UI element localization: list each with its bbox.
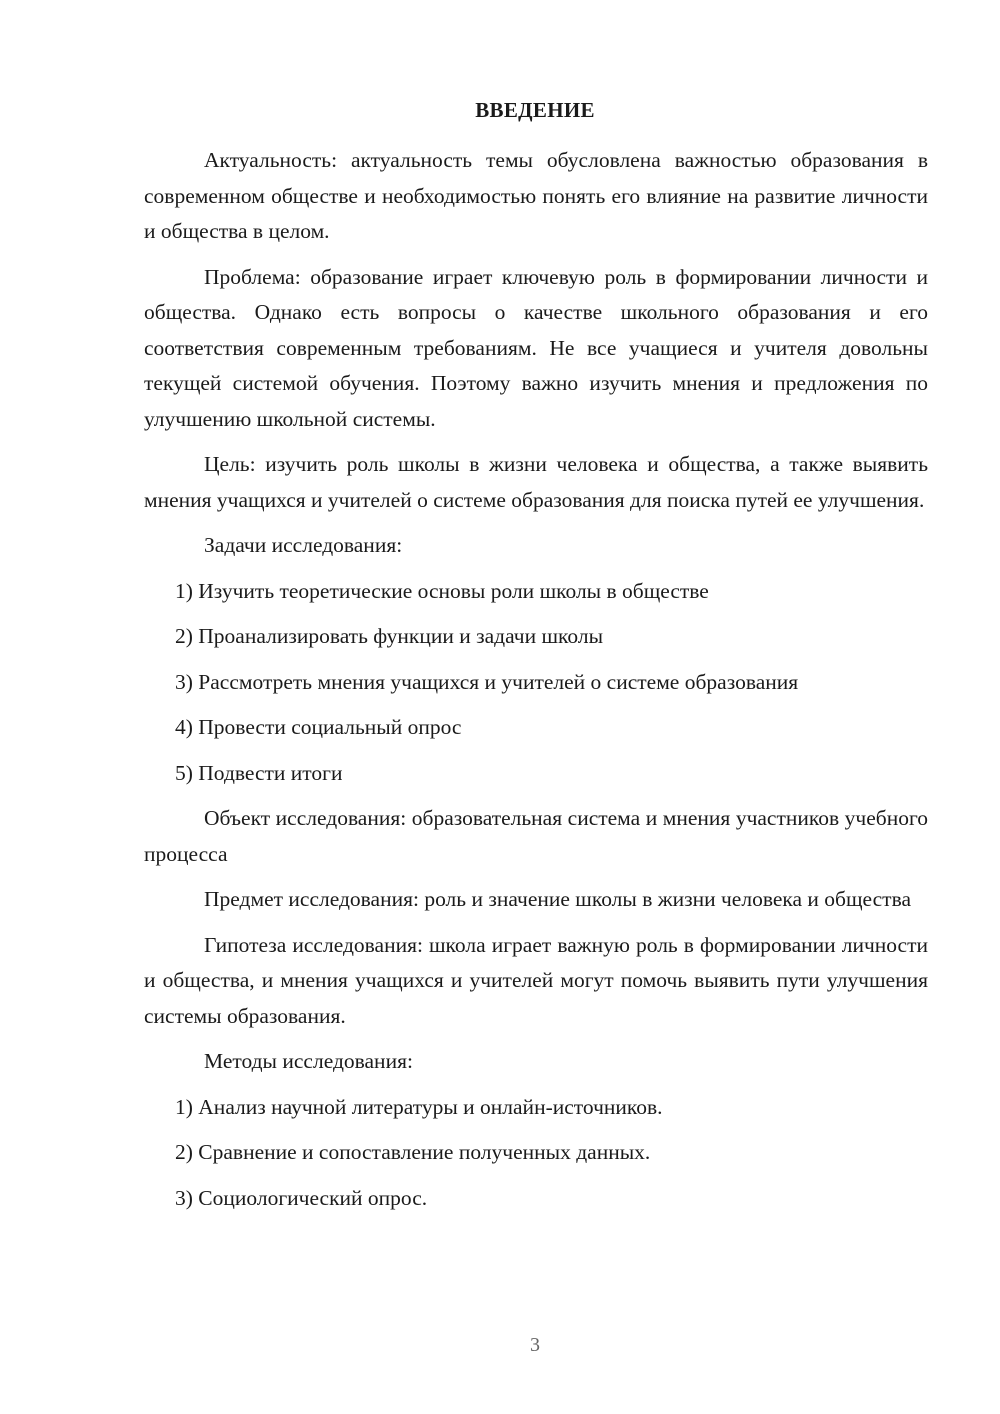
tasks-heading: Задачи исследования: xyxy=(204,533,403,557)
method-item: 2) Сравнение и сопоставление полученных данных. xyxy=(175,1140,651,1164)
goal-paragraph: Цель: изучить роль школы в жизни человека и общества, а также выявить мнения учащихся и учителей о системе образования для поиска путей ее улучшения. xyxy=(144,452,928,512)
page-number: 3 xyxy=(530,1334,540,1356)
problem-paragraph: Проблема: образование играет ключевую роль в формировании личности и общества. Однако есть вопросы о качестве школьного образования и его соответствия современным требованиям. Не все учащиеся и учителя довольны текущей системой обучения. Поэтому важно изучить мнения и предложения по улучшению школьной системы. xyxy=(144,264,928,431)
object-paragraph: Объект исследования: образовательная система и мнения участников учебного процесса xyxy=(144,806,928,866)
method-item: 1) Анализ научной литературы и онлайн-источников. xyxy=(175,1094,663,1119)
task-item: 3) Рассмотреть мнения учащихся и учителей о системе образования xyxy=(175,669,799,694)
methods-heading: Методы исследования: xyxy=(204,1049,413,1073)
task-item: 5) Подвести итоги xyxy=(175,760,343,785)
hypothesis-paragraph: Гипотеза исследования: школа играет важную роль в формировании личности и общества, и мнения учащихся и учителей могут помочь выявить пути улучшения системы образования. xyxy=(144,932,928,1028)
task-item: 4) Провести социальный опрос xyxy=(175,715,462,739)
task-item: 1) Изучить теоретические основы роли школы в обществе xyxy=(175,578,709,603)
relevance-paragraph: Актуальность: актуальность темы обусловлена важностью образования в современном обществе и необходимостью понять его влияние на развитие личности и общества в целом. xyxy=(144,148,928,243)
section-title: ВВЕДЕНИЕ xyxy=(475,98,595,122)
task-item: 2) Проанализировать функции и задачи школы xyxy=(175,624,604,648)
method-item: 3) Социологический опрос. xyxy=(175,1185,428,1210)
subject-paragraph: Предмет исследования: роль и значение школы в жизни человека и общества xyxy=(204,887,911,911)
document-body xyxy=(144,143,928,1226)
